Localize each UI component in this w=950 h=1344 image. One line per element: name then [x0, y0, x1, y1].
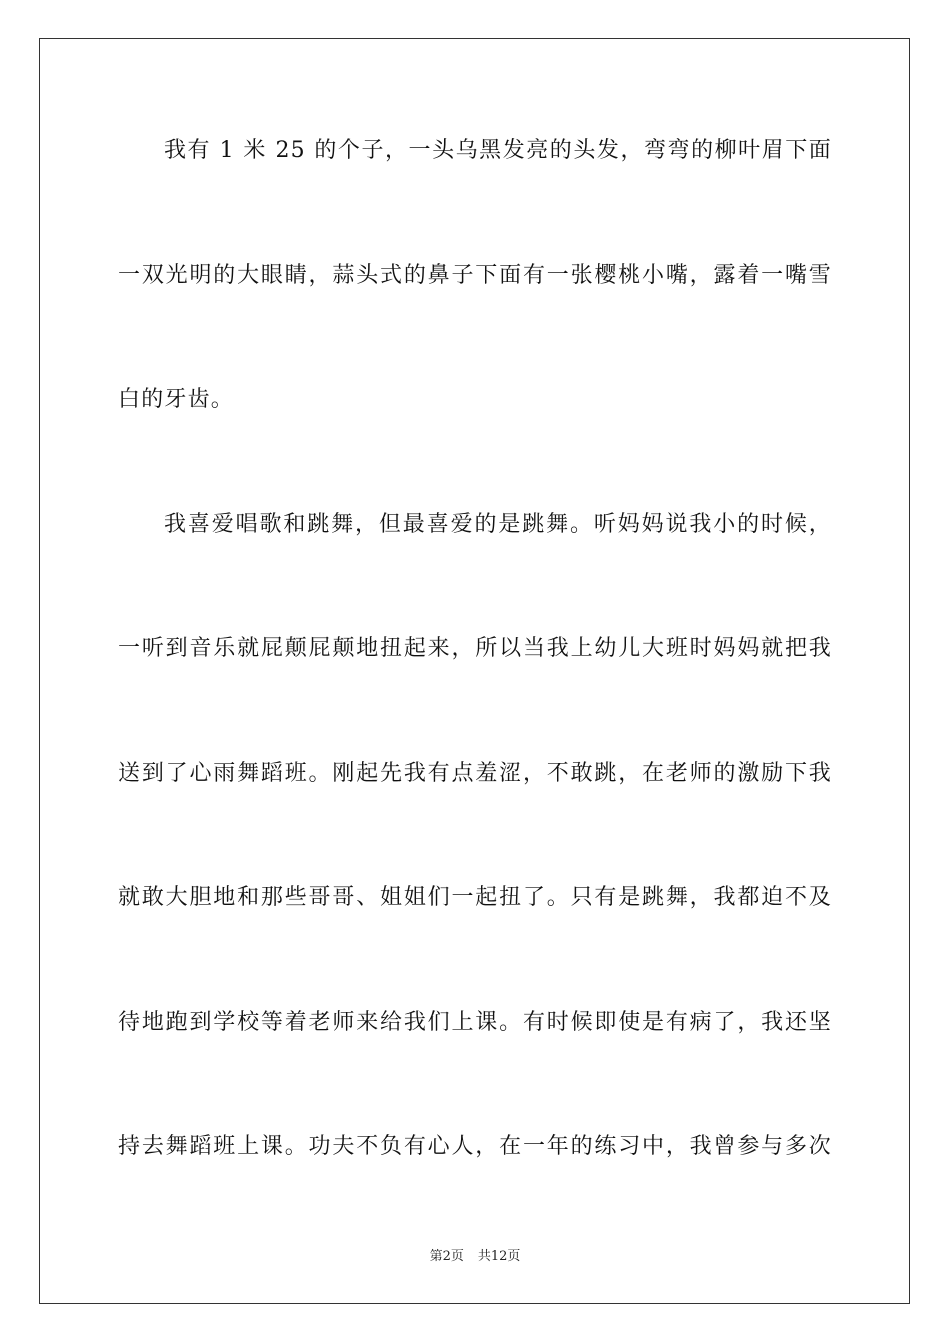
paragraph-1-line-3: 白的牙齿。 [118, 387, 235, 412]
page-footer [0, 1248, 950, 1266]
paragraph-2-line-6: 持去舞蹈班上课。功夫不负有心人，在一年的练习中，我曾参与多次 [118, 1134, 832, 1159]
paragraph-2-line-1: 我喜爱唱歌和跳舞，但最喜爱的是跳舞。听妈妈说我小的时候， [164, 512, 832, 537]
paragraph-2-line-2: 一听到音乐就屁颠屁颠地扭起来，所以当我上幼儿大班时妈妈就把我 [118, 636, 832, 661]
page-number-total: 共12页 [477, 1249, 521, 1264]
page-number-current: 第2页 [429, 1249, 464, 1264]
paragraph-2-line-4: 就敢大胆地和那些哥哥、姐姐们一起扭了。只有是跳舞，我都迫不及 [118, 885, 832, 910]
paragraph-1-line-1: 我有 1 米 25 的个子，一头乌黑发亮的头发，弯弯的柳叶眉下面 [164, 138, 832, 163]
page-frame [39, 38, 910, 1304]
paragraph-1-line-2: 一双光明的大眼睛，蒜头式的鼻子下面有一张樱桃小嘴，露着一嘴雪 [118, 263, 832, 288]
paragraph-2-line-5: 待地跑到学校等着老师来给我们上课。有时候即使是有病了，我还坚 [118, 1010, 832, 1035]
paragraph-2-line-3: 送到了心雨舞蹈班。刚起先我有点羞涩，不敢跳，在老师的激励下我 [118, 761, 832, 786]
